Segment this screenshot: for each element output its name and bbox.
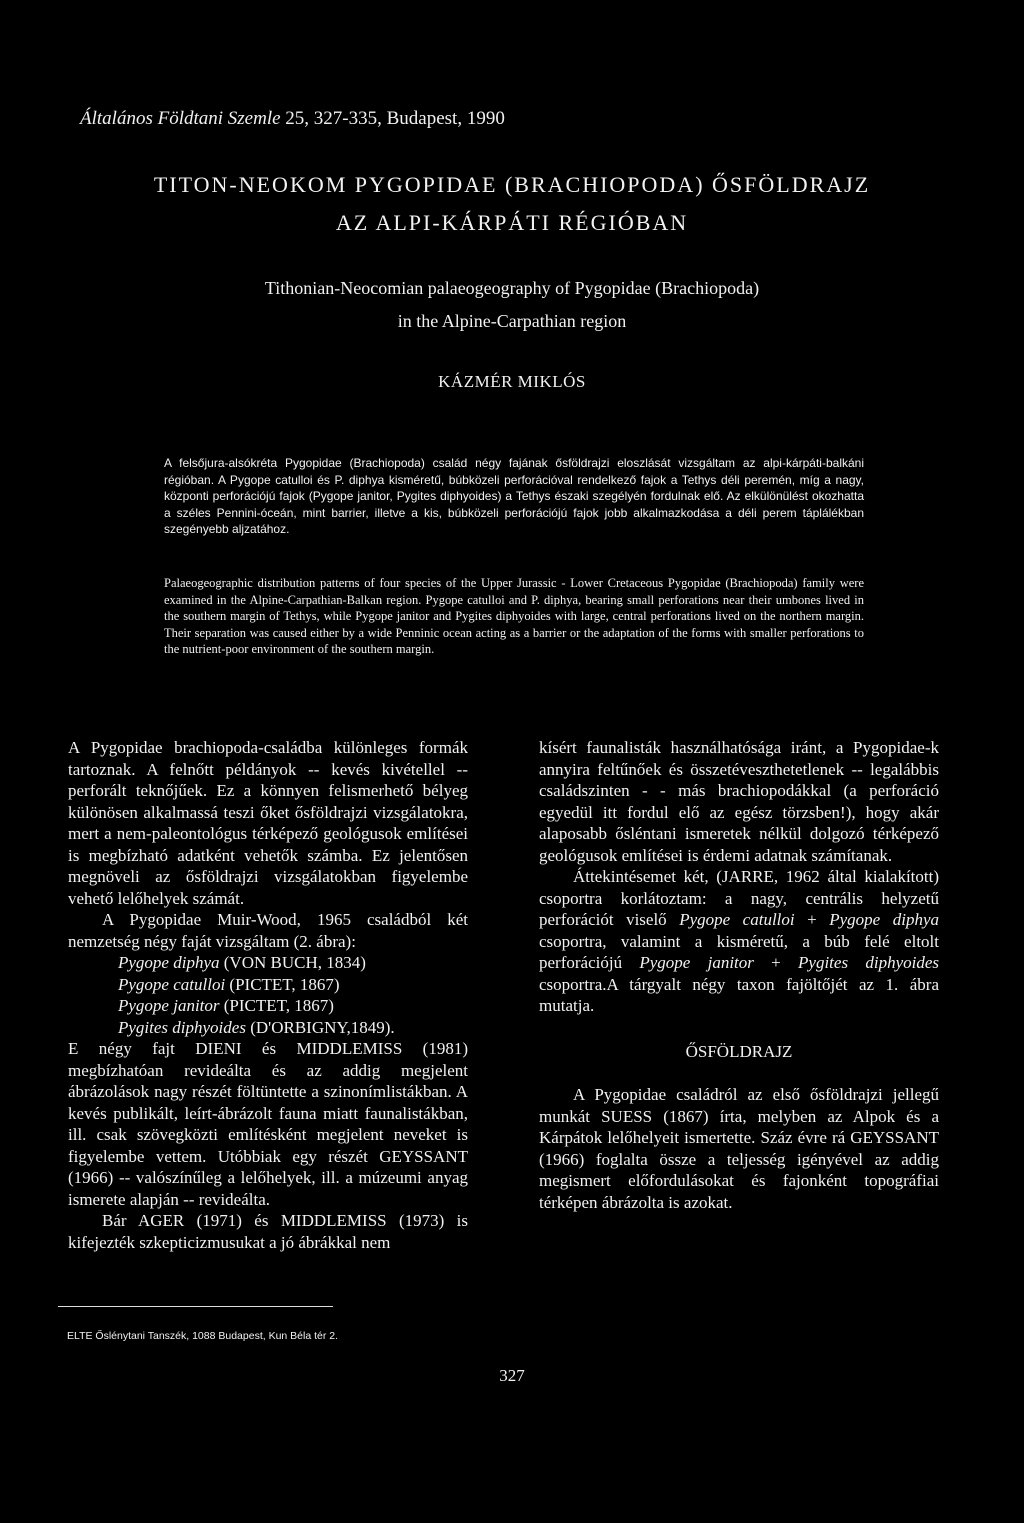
species-name: Pygope catulloi: [118, 974, 226, 994]
species-item: [118, 974, 468, 996]
paper-title-line-2: AZ ALPI-KÁRPÁTI RÉGIÓBAN: [335, 210, 689, 235]
species-name: Pygope diphya: [829, 910, 939, 929]
revision-paragraph: E négy fajt DIENI és MIDDLEMISS (1981) megbízhatóan revideálta és az addig megjelent ábrázolások nagy részét föltüntette a szinonímlistákban. A kevés publikált, leírt-ábrázolt fauna miatt faunalistákban, ill. csak szövegközti említésként megjelent neveket is figyelembe vettem. Utóbbiak egy részét GEYSSANT (1966) -- valószínűleg a lelőhelyek, ill. a múzeumi anyag ismerete alapján -- revideálta.: [68, 1039, 468, 1209]
author-affiliation-footnote: ELTE Őslénytani Tanszék, 1088 Budapest, Kun Béla tér 2.: [67, 1330, 339, 1342]
species-item: [118, 995, 468, 1017]
english-title-line-1: Tithonian-Neocomian palaeogeography of Pygopidae (Brachiopoda): [264, 278, 760, 298]
footnote-divider: [58, 1306, 333, 1307]
intro-paragraph: A Pygopidae brachiopoda-családba különleges formák tartoznak. A felnőtt példányok -- kevés kivétellel -- perforált teknőjűek. Ez a könnyen felismerhető bélyeg különösen alkalmassá teszi őket ősföldrajzi vizsgálatokra, mert a nem-paleontológus térképező geológusok említései is megbízható adatként vehetők számba. Ez jelentősen megnöveli az ősföldrajzi vizsgálatokban figyelembe vehető lelőhelyek számát.: [68, 738, 468, 908]
grouping-text: Áttekintésemet két, (JARRE, 1962 által kialakított) csoportra korlátoztam: a nagy, centrális helyzetű perforációt viselő: [539, 867, 939, 929]
species-list: [68, 952, 468, 1038]
species-name: Pygope janitor: [118, 996, 220, 1015]
species-authority: (VON BUCH, 1834): [219, 953, 366, 972]
journal-citation: [80, 108, 505, 130]
journal-volume-pages: 25, 327-335, Budapest, 1990: [280, 108, 505, 129]
grouping-paragraph: [539, 866, 939, 1017]
page-number: 327: [499, 1366, 525, 1385]
abstract-hungarian: A felsőjura-alsókréta Pygopidae (Brachiopoda) család négy fajának ősföldrajzi eloszlását vizsgáltam az alpi-kárpáti-balkáni régióban. A Pygope catulloi és P. diphya kisméretű, búbközeli perforációval rendelkező fajok a Tethys déli peremén, míg a nagy, központi perforációjú fajok (Pygope janitor, Pygites diphyoides) a Tethys északi szegélyén fordulnak elő. Az elkülönülést okozhatta a széles Pennini-óceán, mint barrier, illetve a kis, búbközeli perforációjú fajok jobb alkalmazkodása a déli perem táplálékban szegényebb aljzatához.: [164, 456, 864, 537]
species-authority: (PICTET, 1867): [225, 974, 340, 994]
species-name: Pygites diphyoides: [118, 1017, 246, 1037]
left-column: [68, 737, 468, 1253]
palaeogeography-paragraph: A Pygopidae családról az első ősföldrajzi jellegű munkát SUESS (1867) írta, melyben az Alpok és a Kárpátok lelőhelyeit ismertette. Száz évre rá GEYSSANT (1966) foglalta össze a teljesség igényével az addig megismert előfordulásokat és fajonként topográfiai térképen ábrázolta is azokat.: [539, 1085, 939, 1212]
english-title-line-2: in the Alpine-Carpathian region: [397, 311, 627, 331]
species-authority: (PICTET, 1867): [219, 996, 334, 1015]
grouping-text: csoportra.A tárgyalt négy taxon fajöltőjét az 1. ábra mutatja.: [539, 974, 939, 1015]
right-column: [539, 737, 939, 1213]
species-name: Pygope diphya: [118, 953, 220, 972]
paper-title-line-1: TITON-NEOKOM PYGOPIDAE (BRACHIOPODA) ŐSFÖLDRAJZ: [153, 172, 871, 197]
species-name: Pygope catulloi: [679, 910, 795, 929]
species-name: Pygites diphyoides: [798, 953, 939, 972]
species-name: Pygope janitor: [639, 953, 754, 972]
abstract-english: Palaeogeographic distribution patterns of four species of the Upper Jurassic - Lower Cretaceous Pygopidae (Brachiopoda) family were examined in the Alpine-Carpathian-Balkan region. Pygope catulloi and P. diphya, bearing small perforations near their umbones lived in the southern margin of Tethys, while Pygope janitor and Pygites diphyoides with large, central perforations lived on the northern margin. Their separation was caused either by a wide Penninic ocean acting as a barrier or the adaptation of the forms with smaller perforations to the nutrient-poor environment of the southern margin.: [164, 576, 864, 657]
section-heading: ŐSFÖLDRAJZ: [685, 1041, 793, 1061]
species-item: [118, 952, 468, 974]
species-item: [118, 1017, 468, 1039]
grouping-text: +: [753, 953, 799, 972]
grouping-text: +: [794, 910, 830, 929]
skepticism-paragraph: Bár AGER (1971) és MIDDLEMISS (1973) is kifejezték szkepticizmusukat a jó ábrákkal nem: [68, 1211, 468, 1252]
author-name: KÁZMÉR MIKLÓS: [438, 372, 586, 391]
grouping-text: csoportra, valamint a kisméretű, a búb felé eltolt perforációjú: [539, 931, 939, 972]
journal-name: Általános Földtani Szemle: [80, 108, 281, 129]
species-authority: (D'ORBIGNY,1849).: [245, 1017, 395, 1037]
species-intro-paragraph: A Pygopidae Muir-Wood, 1965 családból két nemzetség négy faját vizsgáltam (2. ábra):: [68, 910, 468, 951]
continuation-paragraph: kísért faunalisták használhatósága iránt, a Pygopidae-k annyira feltűnőek és összetéveszthetetlenek -- legalábbis családszinten - - más brachiopodákkal (a perforáció egyedül itt fordul elő az egész törzsben!), hogy akár alaposabb ősléntani ismeretek nélkül dolgozó térképező geológusok említései is érdemi adatnak számítanak.: [539, 738, 939, 865]
